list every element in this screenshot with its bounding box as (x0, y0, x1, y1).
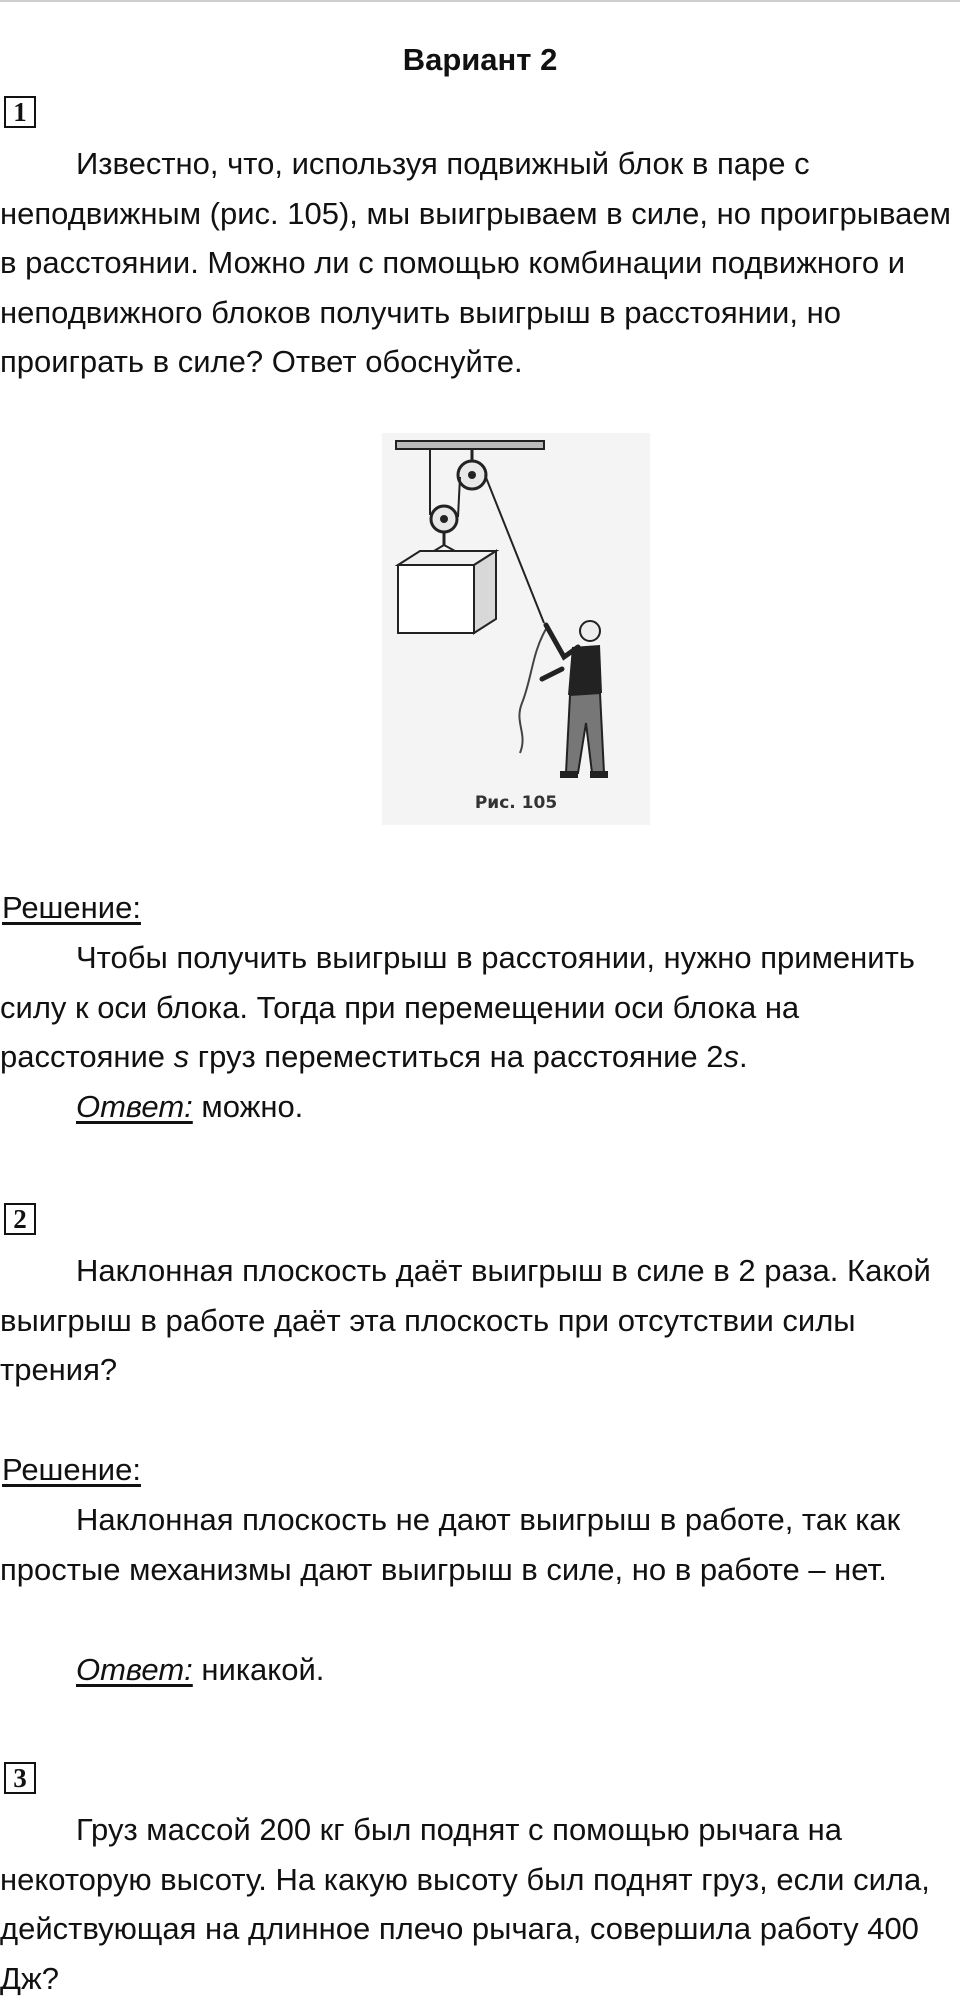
man-legs (566, 693, 604, 773)
problem-3-text (0, 1805, 956, 2003)
ceiling-beam (396, 441, 544, 449)
pulley-illustration (382, 433, 650, 825)
answer-1 (76, 1087, 303, 1127)
answer-2-value: никакой. (192, 1652, 325, 1687)
man-vest (568, 645, 602, 695)
solution-1-var-s: s (173, 1039, 190, 1074)
man-head (580, 621, 600, 641)
problem-3-text-content: Груз массой 200 кг был поднят с помощью рычага на некоторую высоту. На какую высоту был поднят груз, если сила, действующая на длинное плечо рычага, совершила работу 400 Дж? (0, 1812, 930, 1996)
answer-2 (76, 1650, 324, 1690)
problem-number-1: 1 (4, 96, 36, 128)
load-box-front (398, 565, 474, 633)
man-arm-lower (542, 669, 562, 679)
problem-1-text-content: Известно, что, используя подвижный блок в паре с неподвижным (рис. 105), мы выигрываем в силе, но проигрываем в расстоянии. Можно ли с помощью комбинации подвижного и неподвижного блоков получить выигрыш в расстоянии, но проиграть в силе? Ответ обоснуйте. (0, 146, 951, 379)
answer-1-label: Ответ: (76, 1089, 193, 1124)
answer-1-value: можно. (192, 1089, 304, 1124)
man-shoe-left (560, 771, 578, 778)
problem-number-3: 3 (4, 1762, 36, 1794)
movable-pulley-axle (440, 515, 448, 523)
figure-pulley (382, 433, 650, 825)
rope-middle-segment (458, 477, 460, 517)
solution-1-part3: . (738, 1039, 748, 1074)
man-shoe-right (590, 771, 608, 778)
problem-2-text (0, 1246, 956, 1395)
solution-1-part2: груз переместиться на расстояние 2 (189, 1039, 724, 1074)
solution-heading-2: Решение: (2, 1452, 141, 1487)
solution-1-var-2s: s (723, 1039, 739, 1074)
solution-1-part1: Чтобы получить выигрыш в расстоянии, нужно применить силу к оси блока. Тогда при перемещении оси блока на расстояние (0, 940, 915, 1074)
top-divider (0, 0, 960, 2)
solution-heading-1: Решение: (2, 890, 141, 925)
solution-1-text (0, 933, 956, 1082)
problem-2-text-content: Наклонная плоскость даёт выигрыш в силе в 2 раза. Какой выигрыш в работе даёт эта плоскость при отсутствии силы трения? (0, 1253, 931, 1387)
problem-1-text (0, 139, 956, 387)
solution-2-content: Наклонная плоскость не дают выигрыш в работе, так как простые механизмы дают выигрыш в силе, но в работе – нет. (0, 1502, 901, 1587)
solution-2-text (0, 1495, 956, 1594)
load-box-side (474, 551, 496, 633)
fixed-pulley-axle (468, 471, 476, 479)
answer-2-label: Ответ: (76, 1652, 193, 1687)
page-title: Вариант 2 (402, 42, 558, 77)
loose-rope-end (519, 629, 546, 753)
figure-caption: Рис. 105 (474, 793, 558, 813)
problem-number-2: 2 (4, 1203, 36, 1235)
